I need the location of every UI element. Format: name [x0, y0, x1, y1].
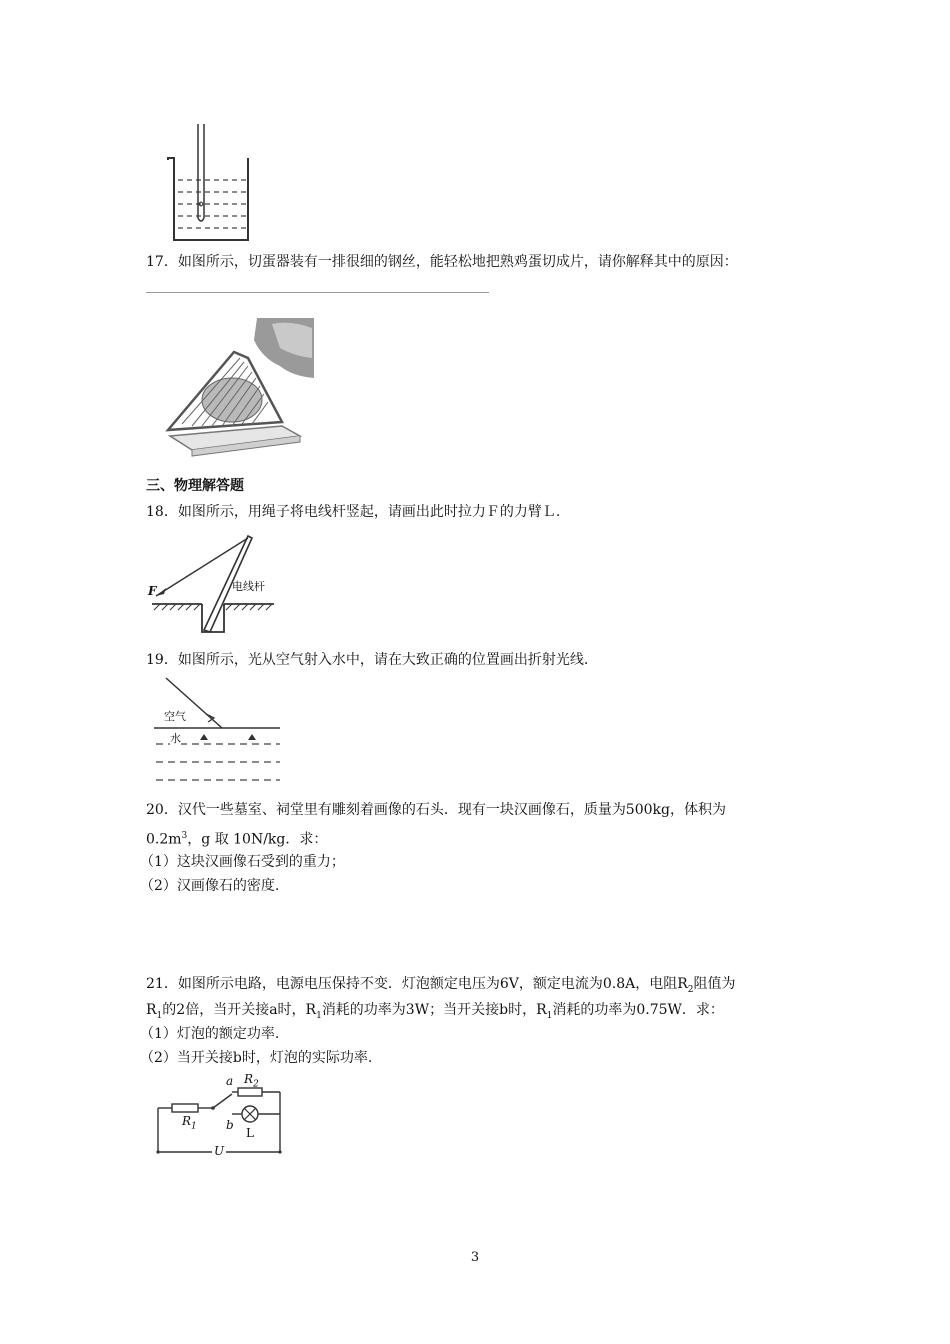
egg-slicer-photo — [162, 318, 314, 466]
question-20-line2 — [146, 826, 327, 850]
volume-value: 0.2m — [146, 831, 182, 848]
switch-b-label: b — [226, 1118, 234, 1132]
question-21-part2: （2）当开关接b时，灯泡的实际功率. — [140, 1050, 373, 1066]
volume-exponent: 3 — [181, 831, 188, 841]
question-21-line2 — [146, 1000, 724, 1026]
question-19-text: 19．如图所示，光从空气射入水中，请在大致正确的位置画出折射光线. — [146, 652, 589, 668]
r2-label — [244, 1072, 259, 1089]
r1-subscript: 1 — [156, 1010, 163, 1021]
question-17-text: 17．如图所示，切蛋器装有一排很细的钢丝，能轻松地把熟鸡蛋切成片，请你解释其中的原因： — [146, 254, 738, 270]
r1-label-subscript: 1 — [191, 1121, 197, 1132]
r1-symbol: R — [182, 1114, 192, 1128]
r2-subscript: 2 — [687, 984, 694, 995]
question-21-part1: （1）灯泡的额定功率. — [140, 1026, 280, 1042]
q21-line2-text: 的2倍，当开关接a时，R — [162, 1002, 317, 1018]
q21-line1-tail: 阻值为 — [693, 976, 736, 992]
switch-a-label: a — [226, 1074, 234, 1088]
utility-pole-figure — [144, 532, 276, 636]
r2-label-subscript: 2 — [253, 1079, 259, 1090]
pole-label: 电线杆 — [232, 580, 265, 593]
section-heading: 三、物理解答题 — [146, 478, 244, 494]
gravity-given: ，g 取 10N/kg．求： — [187, 831, 328, 848]
question-21-line1 — [146, 974, 735, 1000]
refraction-figure — [144, 676, 284, 788]
r1-label — [182, 1114, 197, 1131]
answer-line — [146, 292, 489, 293]
water-label: 水 — [170, 732, 181, 745]
question-20-part1: （1）这块汉画像石受到的重力； — [140, 854, 345, 870]
voltage-label: U — [214, 1144, 225, 1158]
q21-line2-text: 消耗的功率为3W；当开关接b时，R — [321, 1002, 547, 1018]
q21-line2-tail: 消耗的功率为0.75W．求： — [552, 1002, 724, 1018]
question-20-part2: （2）汉画像石的密度. — [140, 878, 280, 894]
q21-r1-symbol: R — [146, 1002, 157, 1018]
question-18-text: 18．如图所示，用绳子将电线杆竖起，请画出此时拉力Ｆ的力臂Ｌ. — [146, 504, 561, 520]
r2-symbol: R — [244, 1072, 254, 1086]
lamp-label: L — [246, 1126, 254, 1140]
circuit-diagram — [152, 1072, 286, 1166]
air-label: 空气 — [164, 710, 186, 723]
beaker-figure — [160, 122, 260, 242]
page-number: 3 — [470, 1250, 480, 1265]
question-20-line1: 20．汉代一些墓室、祠堂里有雕刻着画像的石头．现有一块汉画像石，质量为500kg，体积为 — [146, 802, 726, 818]
q21-line1-text: 21．如图所示电路，电源电压保持不变．灯泡额定电压为6V，额定电流为0.8A，电阻R — [146, 976, 688, 992]
force-label: F — [148, 584, 157, 598]
r1-subscript: 1 — [546, 1010, 553, 1021]
r1-subscript: 1 — [316, 1010, 322, 1021]
